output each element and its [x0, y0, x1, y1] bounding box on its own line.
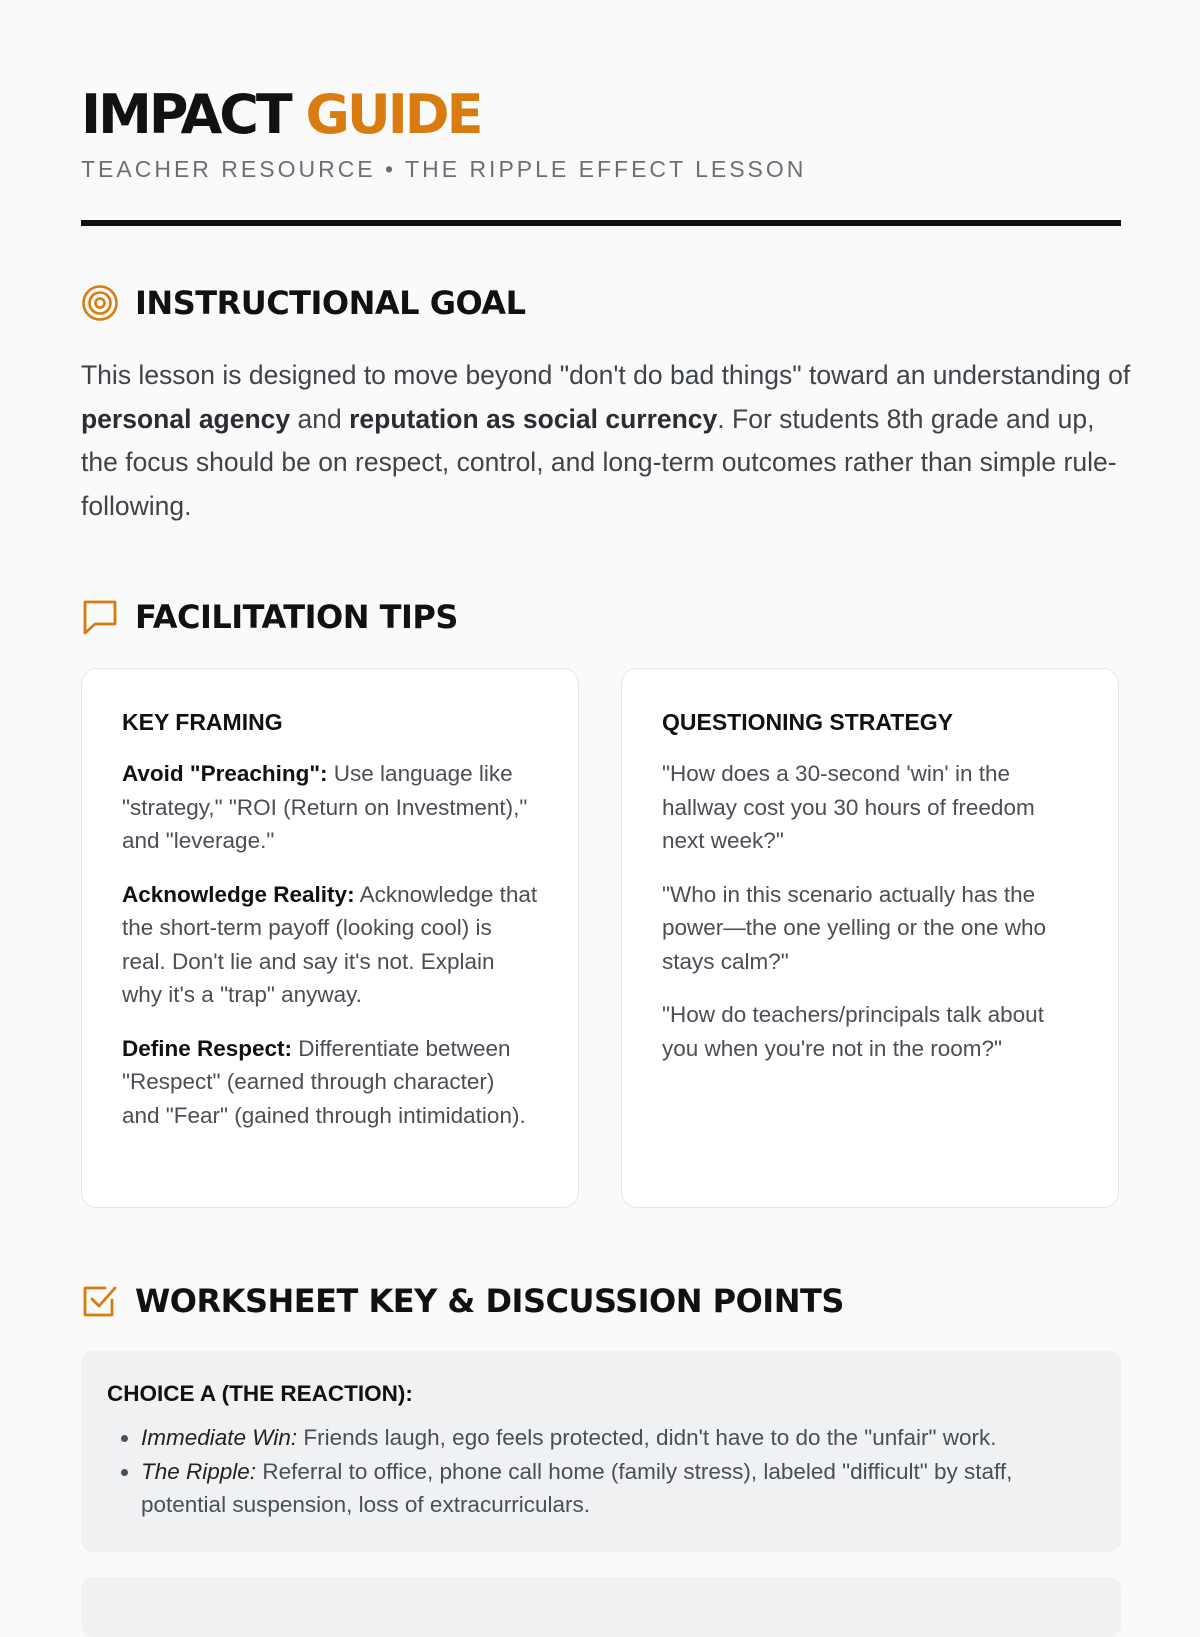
goal-text-3: . For students 8th grade and up, the focus should be on respect, control, and long-term outcomes rather than simple rule-following.	[81, 403, 1117, 521]
questioning-strategy-card	[621, 668, 1119, 1208]
framing-item-text: Acknowledge that the short-term payoff (looking cool) is real. Don't lie and say it's not. Explain why it's a "trap" anyway.	[122, 881, 538, 1007]
framing-item	[122, 1032, 538, 1133]
framing-item-text: Differentiate between "Respect" (earned through character) and "Fear" (gained through intimidation).	[122, 1035, 526, 1128]
page-title	[81, 82, 1121, 148]
checkbox-icon	[81, 1282, 119, 1320]
questioning-title: QUESTIONING STRATEGY	[662, 709, 953, 735]
key-framing-card	[81, 668, 579, 1208]
title-main: IMPACT	[81, 83, 290, 146]
framing-item	[122, 757, 538, 858]
key-framing-title: KEY FRAMING	[122, 709, 283, 735]
page-header	[81, 82, 1121, 184]
choice-a-list	[107, 1421, 1095, 1522]
choice-a-box	[81, 1351, 1121, 1552]
page-subtitle: TEACHER RESOURCE • THE RIPPLE EFFECT LESSON	[81, 156, 807, 182]
framing-item	[122, 878, 538, 1012]
question-item: "How do teachers/principals talk about you when you're not in the room?"	[662, 1002, 1044, 1061]
list-item-label: Immediate Win:	[141, 1425, 298, 1450]
framing-item-label: Define Respect:	[122, 1035, 293, 1061]
list-item	[141, 1455, 1095, 1522]
framing-item-text: Use language like "strategy," "ROI (Return on Investment)," and "leverage."	[122, 761, 528, 853]
section-heading-worksheet	[81, 1282, 844, 1320]
list-item-text: Friends laugh, ego feels protected, didn't have to do the "unfair" work.	[297, 1425, 997, 1450]
section-heading-tips	[81, 598, 458, 636]
list-item-text: Referral to office, phone call home (family stress), labeled "difficult" by staff, potential suspension, loss of extracurriculars.	[141, 1458, 1013, 1517]
title-accent: GUIDE	[305, 83, 481, 146]
goal-text-2: and	[290, 403, 350, 434]
header-divider	[81, 220, 1121, 226]
question-item: "Who in this scenario actually has the power—the one yelling or the one who stays calm?"	[662, 881, 1046, 974]
choice-a-title: CHOICE A (THE REACTION):	[107, 1381, 413, 1406]
goal-bold-2: reputation as social currency	[349, 403, 718, 434]
target-icon	[81, 284, 119, 322]
tips-heading: FACILITATION TIPS	[135, 598, 458, 636]
goal-heading: INSTRUCTIONAL GOAL	[135, 284, 526, 322]
framing-item-label: Avoid "Preaching":	[122, 761, 328, 786]
framing-item-label: Acknowledge Reality:	[122, 881, 355, 907]
worksheet-heading: WORKSHEET KEY & DISCUSSION POINTS	[135, 1282, 844, 1320]
goal-bold-1: personal agency	[81, 403, 291, 434]
list-item-label: The Ripple:	[141, 1458, 257, 1484]
speech-bubble-icon	[81, 598, 119, 636]
question-item: "How does a 30-second 'win' in the hallway cost you 30 hours of freedom next week?"	[662, 761, 1035, 853]
goal-paragraph	[81, 354, 1131, 528]
list-item	[141, 1421, 1095, 1455]
section-heading-goal	[81, 284, 525, 322]
next-choice-box	[81, 1577, 1121, 1637]
goal-text-1: This lesson is designed to move beyond "don't do bad things" toward an understanding of	[81, 360, 1131, 390]
